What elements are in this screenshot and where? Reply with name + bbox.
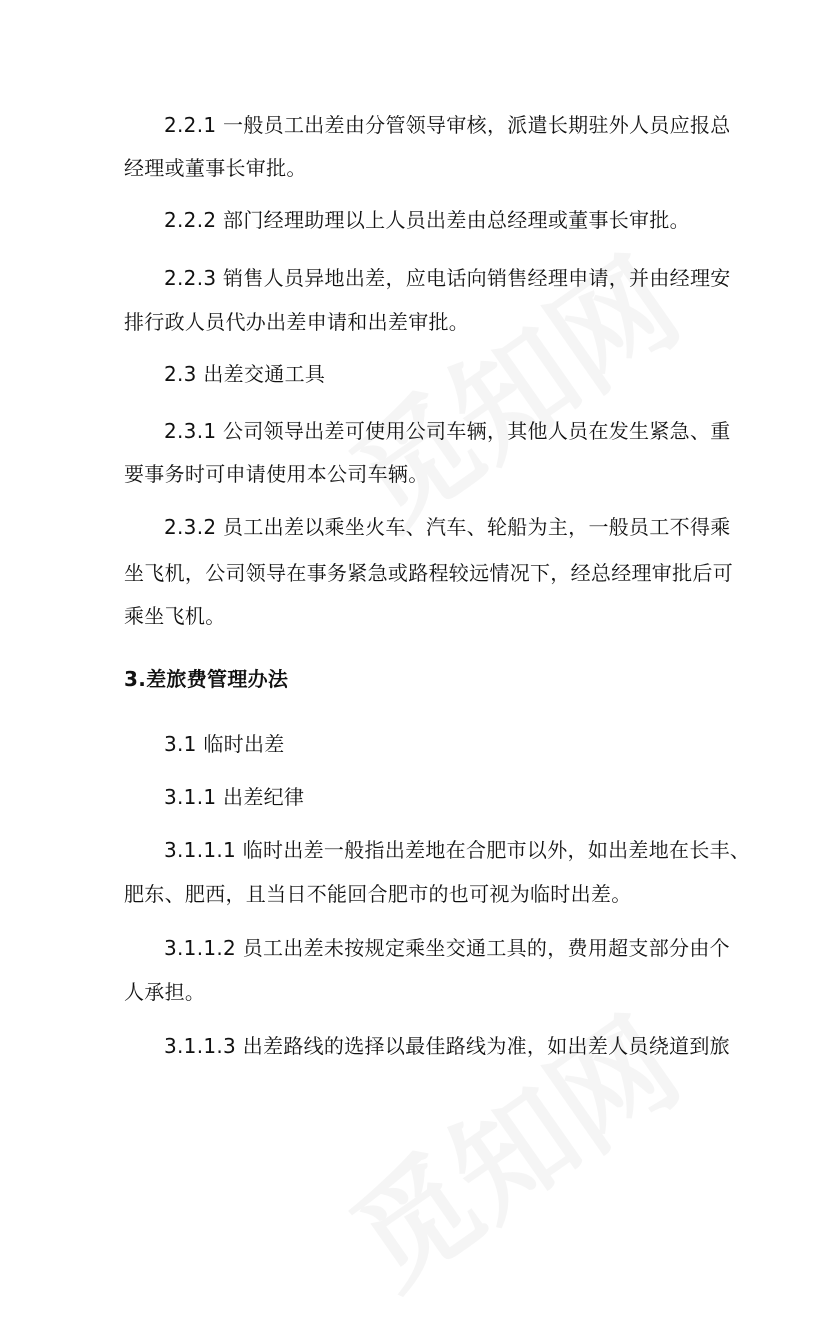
paragraph-line: 3.1.1.3 出差路线的选择以最佳路线为准，如出差人员绕道到旅	[164, 1034, 730, 1058]
paragraph-line: 2.3.1 公司领导出差可使用公司车辆，其他人员在发生紧急、重	[164, 419, 731, 443]
section-heading: 3.1.1 出差纪律	[164, 785, 305, 809]
paragraph-line: 坐飞机，公司领导在事务紧急或路程较远情况下，经总经理审批后可	[124, 561, 733, 585]
paragraph-line: 排行政人员代办出差申请和出差审批。	[124, 310, 470, 334]
paragraph-line: 3.1.1.2 员工出差未按规定乘坐交通工具的，费用超支部分由个	[164, 936, 730, 960]
paragraph-line: 乘坐飞机。	[124, 604, 226, 628]
section-heading: 3.1 临时出差	[164, 732, 285, 756]
paragraph-line: 要事务时可申请使用本公司车辆。	[124, 462, 429, 486]
paragraph-line: 2.2.1 一般员工出差由分管领导审核，派遣长期驻外人员应报总	[164, 113, 731, 137]
paragraph-line: 肥东、肥西，且当日不能回合肥市的也可视为临时出差。	[124, 882, 632, 906]
watermark	[313, 972, 707, 1319]
paragraph-line: 2.3.2 员工出差以乘坐火车、汽车、轮船为主，一般员工不得乘	[164, 515, 731, 539]
paragraph-line: 人承担。	[124, 980, 206, 1004]
paragraph-line: 2.2.2 部门经理助理以上人员出差由总经理或董事长审批。	[164, 208, 690, 232]
chapter-heading: 3.差旅费管理办法	[124, 667, 289, 691]
paragraph-line: 3.1.1.1 临时出差一般指出差地在合肥市以外，如出差地在长丰、	[164, 838, 751, 862]
paragraph-line: 经理或董事长审批。	[124, 156, 307, 180]
paragraph-line: 2.2.3 销售人员异地出差，应电话向销售经理申请，并由经理安	[164, 266, 731, 290]
section-heading: 2.3 出差交通工具	[164, 362, 326, 386]
